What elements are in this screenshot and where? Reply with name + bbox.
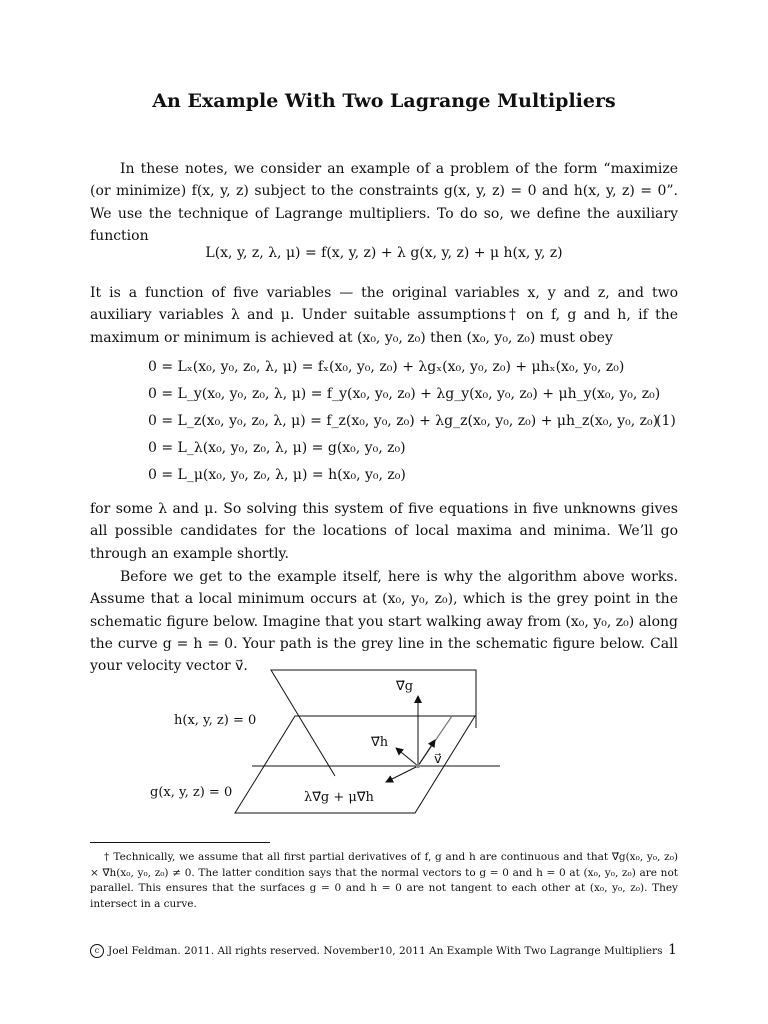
footer (90, 944, 680, 958)
h-surface-label: h(x, y, z) = 0 (174, 713, 257, 728)
intro-paragraph: In these notes, we consider an example of a problem of the form “maximize (or minimize) f(x, y, z) subject to the constraints g(x, y, z) = 0 and h(x, y, z) = 0”. We use the technique of Lagrange multipliers. To do so, we define the auxiliary function (90, 161, 678, 244)
grad-g-label: ∇⃗g (396, 679, 414, 694)
page-number: 1 (668, 942, 677, 958)
combination-arrow (386, 766, 418, 782)
g-surface-label: g(x, y, z) = 0 (150, 785, 233, 800)
page-title: An Example With Two Lagrange Multipliers (152, 90, 616, 112)
equation-line: 0 = L_μ(x₀, y₀, z₀, λ, μ) = h(x₀, y₀, z₀) (148, 467, 406, 483)
equation-line: 0 = Lₓ(x₀, y₀, z₀, λ, μ) = fₓ(x₀, y₀, z₀) + λgₓ(x₀, y₀, z₀) + μhₓ(x₀, y₀, z₀) (148, 359, 625, 375)
copyright-icon: c (90, 944, 104, 958)
candidates-paragraph: for some λ and μ. So solving this system of five equations in five unknowns gives all possible candidates for the locations of local maxima and minima. We’ll go through an example shortly. (90, 501, 678, 562)
equation-line: 0 = L_y(x₀, y₀, z₀, λ, μ) = f_y(x₀, y₀, z₀) + λg_y(x₀, y₀, z₀) + μh_y(x₀, y₀, z₀) (148, 386, 661, 402)
explanation-paragraph: Before we get to the example itself, here is why the algorithm above works. Assume that a local minimum occurs at (x₀, y₀, z₀), which is the grey point in the schematic figure below. Imagine that you start walking away from (x₀, y₀, z₀) along the curve g = h = 0. Your path is the grey line in the schematic figure below. Call your velocity vector v⃗. (90, 569, 678, 675)
equation-line: 0 = L_λ(x₀, y₀, z₀, λ, μ) = g(x₀, y₀, z₀) (148, 440, 406, 456)
grad-h-label: ∇⃗h (371, 735, 389, 750)
footnote-rule (90, 842, 270, 843)
minimum-point (416, 764, 420, 768)
velocity-label: v⃗ (434, 752, 442, 767)
h-surface-plane (271, 670, 476, 776)
variables-paragraph: It is a function of five variables — the original variables x, y and z, and two auxiliary variables λ and μ. Under suitable assumptions† on f, g and h, if the maximum or minimum is achieved at (x₀, y₀, z₀) then (x₀, y₀, z₀) must obey (90, 285, 678, 346)
velocity-arrow (418, 740, 435, 766)
combination-label: λ∇⃗g + μ∇⃗h (304, 790, 374, 805)
equation-line: 0 = L_z(x₀, y₀, z₀, λ, μ) = f_z(x₀, y₀, z₀) + λg_z(x₀, y₀, z₀) + μh_z(x₀, y₀, z₀) (148, 413, 659, 429)
equation-number: (1) (656, 413, 676, 429)
auxiliary-function: L(x, y, z, λ, μ) = f(x, y, z) + λ g(x, y, z) + μ h(x, y, z) (205, 245, 563, 261)
grad-h-arrow (396, 748, 418, 766)
schematic-figure (140, 668, 540, 818)
footer-text: Joel Feldman. 2011. All rights reserved. November10, 2011 An Example With Two Lagrange Multipliers (108, 945, 663, 957)
footnote: † Technically, we assume that all first partial derivatives of f, g and h are continuous and that ∇⃗g(x₀, y₀, z₀) × ∇⃗h(x₀, y₀, z₀) ≠ 0. The latter condition says that the normal vectors to g = 0 and h = 0 at (x₀, y₀, z₀) are not parallel. This ensures that the surfaces g = 0 and h = 0 are not tangent to each other at (x₀, y₀, z₀). They intersect in a curve. (90, 851, 678, 910)
